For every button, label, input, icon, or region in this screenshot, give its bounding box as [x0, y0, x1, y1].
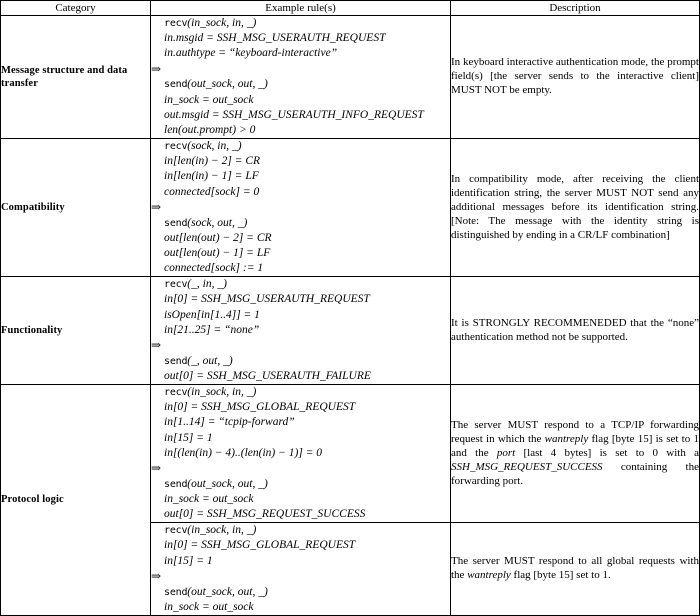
rule-implication-arrow: ⇒: [151, 568, 162, 583]
rule-function-name: recv: [164, 18, 188, 29]
rule-function-name: recv: [164, 141, 188, 153]
rule-line: out[len(out) − 2] = CR: [164, 231, 272, 244]
example-rules-cell: [151, 523, 451, 616]
rule-line: in[15] = 1: [164, 554, 213, 567]
category-cell: Compatibility: [1, 139, 151, 277]
rule-line: in[15] = 1: [164, 431, 213, 444]
rule-line: in_sock = out_sock: [164, 93, 254, 106]
description-cell: In compatibility mode, after receiving the client identification string, the server MUST NOT send any additional messages before its identification string. [Note: The message with the identity string is distinguished by ending in a CR/LF combination]: [451, 139, 700, 277]
rule-line: in_sock = out_sock: [164, 600, 254, 613]
rule-line: in.authtype = “keyboard-interactive”: [164, 47, 338, 60]
table-row: [1, 277, 700, 385]
rule-line: in[len(in) − 1] = LF: [164, 170, 259, 183]
rule-line: recv(_, in, _): [164, 278, 227, 291]
rule-line: in_sock = out_sock: [164, 492, 254, 505]
rule-function-name: recv: [164, 279, 188, 291]
rule-line: out[len(out) − 1] = LF: [164, 246, 271, 259]
rule-block: [151, 16, 450, 138]
table-row: [1, 16, 700, 139]
column-header-example-rules: Example rule(s): [151, 1, 451, 16]
rule-line: send(_, out, _): [164, 354, 233, 367]
rule-function-name: send: [164, 478, 188, 490]
description-cell: It is STRONGLY RECOMMENEDED that the “none” authentication method not be supported.: [451, 277, 700, 385]
rule-line: connected[sock] = 0: [164, 185, 260, 198]
rule-line: recv(in_sock, in, _): [164, 17, 257, 29]
column-header-description: Description: [451, 1, 700, 16]
category-cell: Message structure and data transfer: [1, 16, 151, 139]
rule-line: in[(len(in) − 4)..(len(in) − 1)] = 0: [164, 446, 323, 459]
rule-block: [151, 385, 450, 522]
rule-implication-arrow: ⇒: [151, 460, 162, 475]
rule-line: recv(in_sock, in, _): [164, 386, 257, 399]
rule-line: connected[sock] := 1: [164, 262, 264, 275]
category-cell: Protocol logic: [1, 385, 151, 616]
rule-line: in.msgid = SSH_MSG_USERAUTH_REQUEST: [164, 32, 386, 45]
rule-line: out.msgid = SSH_MSG_USERAUTH_INFO_REQUEST: [164, 108, 424, 121]
rule-block: [151, 523, 450, 615]
rule-function-name: send: [164, 79, 188, 91]
table-row: [1, 385, 700, 523]
rule-line: recv(sock, in, _): [164, 140, 242, 153]
rule-line: in[len(in) − 2] = CR: [164, 155, 261, 168]
column-header-category: Category: [1, 1, 151, 16]
rule-line: out[0] = SSH_MSG_USERAUTH_FAILURE: [164, 369, 371, 382]
rule-line: in[1..14] = “tcpip-forward”: [164, 416, 295, 429]
rule-line: out[0] = SSH_MSG_REQUEST_SUCCESS: [164, 508, 366, 521]
rule-line: send(out_sock, out, _): [164, 78, 268, 91]
rule-implication-arrow: ⇒: [151, 61, 162, 76]
rule-line: in[0] = SSH_MSG_GLOBAL_REQUEST: [164, 401, 356, 414]
example-rules-cell: [151, 139, 451, 277]
table-row: [1, 139, 700, 277]
rule-line: isOpen[in[1..4]] = 1: [164, 308, 260, 321]
rule-implication-arrow: ⇒: [151, 199, 162, 214]
table-header: [1, 1, 700, 16]
rule-function-name: send: [164, 586, 188, 598]
rule-block: [151, 277, 450, 384]
rule-line: send(sock, out, _): [164, 216, 248, 229]
rule-line: len(out.prompt) > 0: [164, 123, 256, 136]
table-body: [1, 16, 700, 616]
category-cell: Functionality: [1, 277, 151, 385]
rule-function-name: send: [164, 217, 188, 229]
rule-line: send(out_sock, out, _): [164, 477, 268, 490]
rule-implication-arrow: ⇒: [151, 337, 162, 352]
rule-line: in[0] = SSH_MSG_GLOBAL_REQUEST: [164, 539, 356, 552]
description-cell: In keyboard interactive authentication mode, the prompt field(s) [the server sends to the interactive client] MUST NOT be empty.: [451, 16, 700, 139]
rule-line: in[21..25] = “none”: [164, 323, 260, 336]
rule-line: send(out_sock, out, _): [164, 585, 268, 598]
rule-function-name: recv: [164, 387, 188, 399]
description-cell: The server MUST respond to a TCP/IP forwarding request in which the wantreply flag [byte 15] is set to 1 and the port [last 4 bytes] is set to 0 with a SSH_MSG_REQUEST_SUCCESS containing the forwarding port.: [451, 385, 700, 523]
header-row: [1, 1, 700, 16]
description-cell: The server MUST respond to all global requests with the wantreply flag [byte 15] set to 1.: [451, 523, 700, 616]
rule-block: [151, 139, 450, 276]
rule-line: recv(in_sock, in, _): [164, 524, 257, 537]
rule-function-name: recv: [164, 525, 188, 537]
rule-line: in[0] = SSH_MSG_USERAUTH_REQUEST: [164, 293, 370, 306]
example-rules-cell: [151, 385, 451, 523]
rule-function-name: send: [164, 355, 188, 367]
example-rules-cell: [151, 16, 451, 139]
example-rules-cell: [151, 277, 451, 385]
